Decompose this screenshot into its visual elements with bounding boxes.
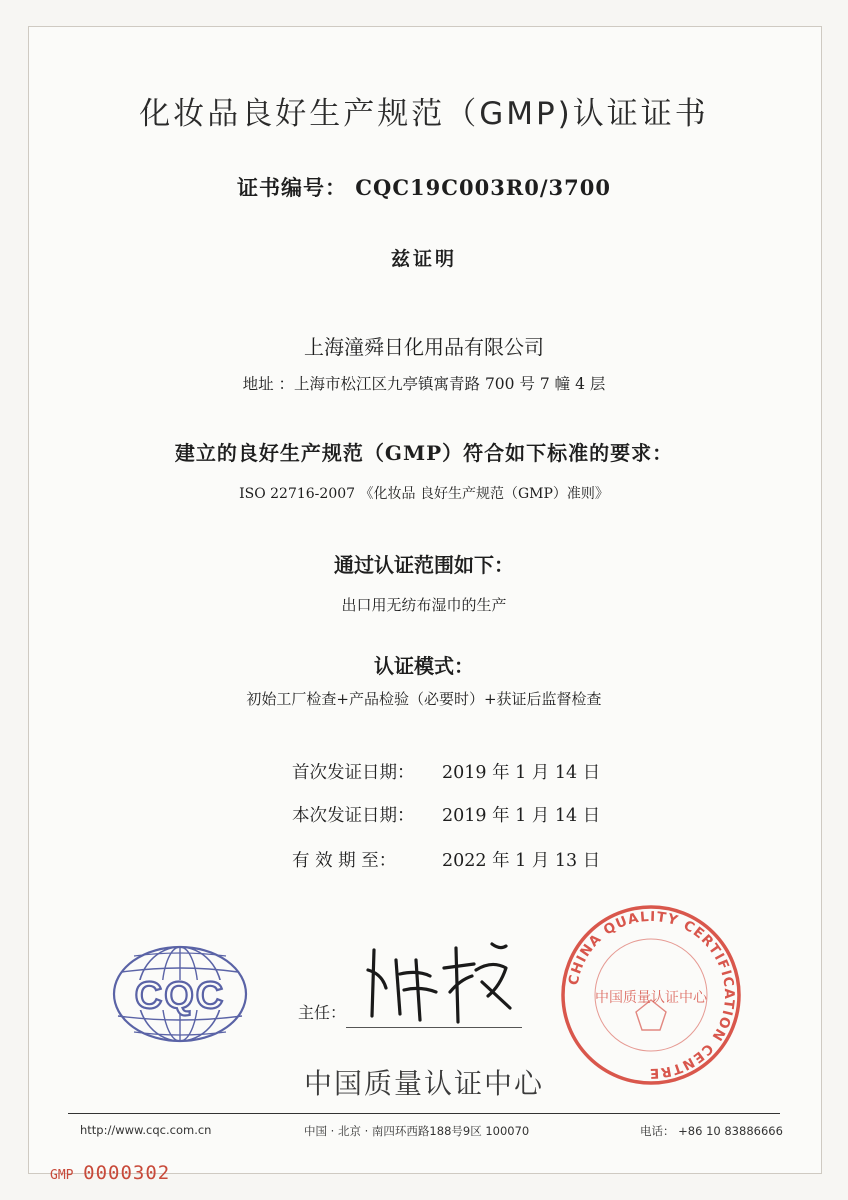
valid-until-label: 有 效 期 至： (292, 851, 397, 871)
seal-outer-text: CHINA QUALITY CERTIFICATION CENTRE (565, 908, 738, 1082)
current-issue-date-row (292, 802, 600, 827)
serial-prefix: GMP (50, 1168, 74, 1183)
first-issue-date-row (292, 759, 600, 784)
director-label: 主任： (298, 1003, 347, 1022)
first-issue-date-label: 首次发证日期： (292, 763, 415, 783)
company-name: 上海潼舜日化用品有限公司 (304, 335, 544, 359)
scope-text: 出口用无纺布湿巾的生产 (341, 596, 507, 614)
company-address: 地址 ：上海市松江区九亭镇寓青路 700 号 7 幢 4 层 (242, 375, 606, 393)
cqc-logo (110, 942, 250, 1050)
current-issue-date-label: 本次发证日期： (292, 806, 415, 826)
first-issue-date-value: 2019 年 1 月 14 日 (442, 763, 601, 783)
footer-divider (68, 1113, 780, 1114)
scope-heading: 通过认证范围如下： (334, 553, 514, 577)
footer-telephone: 电话： +86 10 83886666 (640, 1124, 783, 1138)
seal-inner-text: 中国质量认证中心 (595, 990, 707, 1006)
footer-address: 中国 · 北京 · 南四环西路188号9区 100070 (304, 1124, 530, 1138)
current-issue-date-value: 2019 年 1 月 14 日 (442, 806, 601, 826)
footer-website-link[interactable]: http://www.cqc.com.cn (80, 1123, 212, 1137)
certificate-title: 化妆品良好生产规范（GMP)认证证书 (139, 96, 709, 132)
serial-value: 0000302 (83, 1162, 171, 1184)
hereby-certify: 兹证明 (390, 248, 457, 270)
mode-text: 初始工厂检查+产品检验（必要时）+获证后监督检查 (246, 690, 602, 708)
issuing-organization: 中国质量认证中心 (303, 1067, 544, 1100)
valid-until-row (292, 847, 600, 872)
certificate-number: 证书编号： CQC19C003R0/3700 (237, 175, 611, 200)
cqc-logo-text: CQC (134, 975, 226, 1017)
director-signature (360, 930, 530, 1034)
requirement-heading: 建立的良好生产规范（GMP）符合如下标准的要求： (174, 441, 674, 465)
mode-heading: 认证模式： (374, 654, 474, 678)
valid-until-value: 2022 年 1 月 13 日 (442, 851, 601, 871)
requirement-standard: ISO 22716-2007 《化妆品 良好生产规范（GMP）准则》 (239, 486, 609, 502)
serial-number (50, 1162, 170, 1184)
